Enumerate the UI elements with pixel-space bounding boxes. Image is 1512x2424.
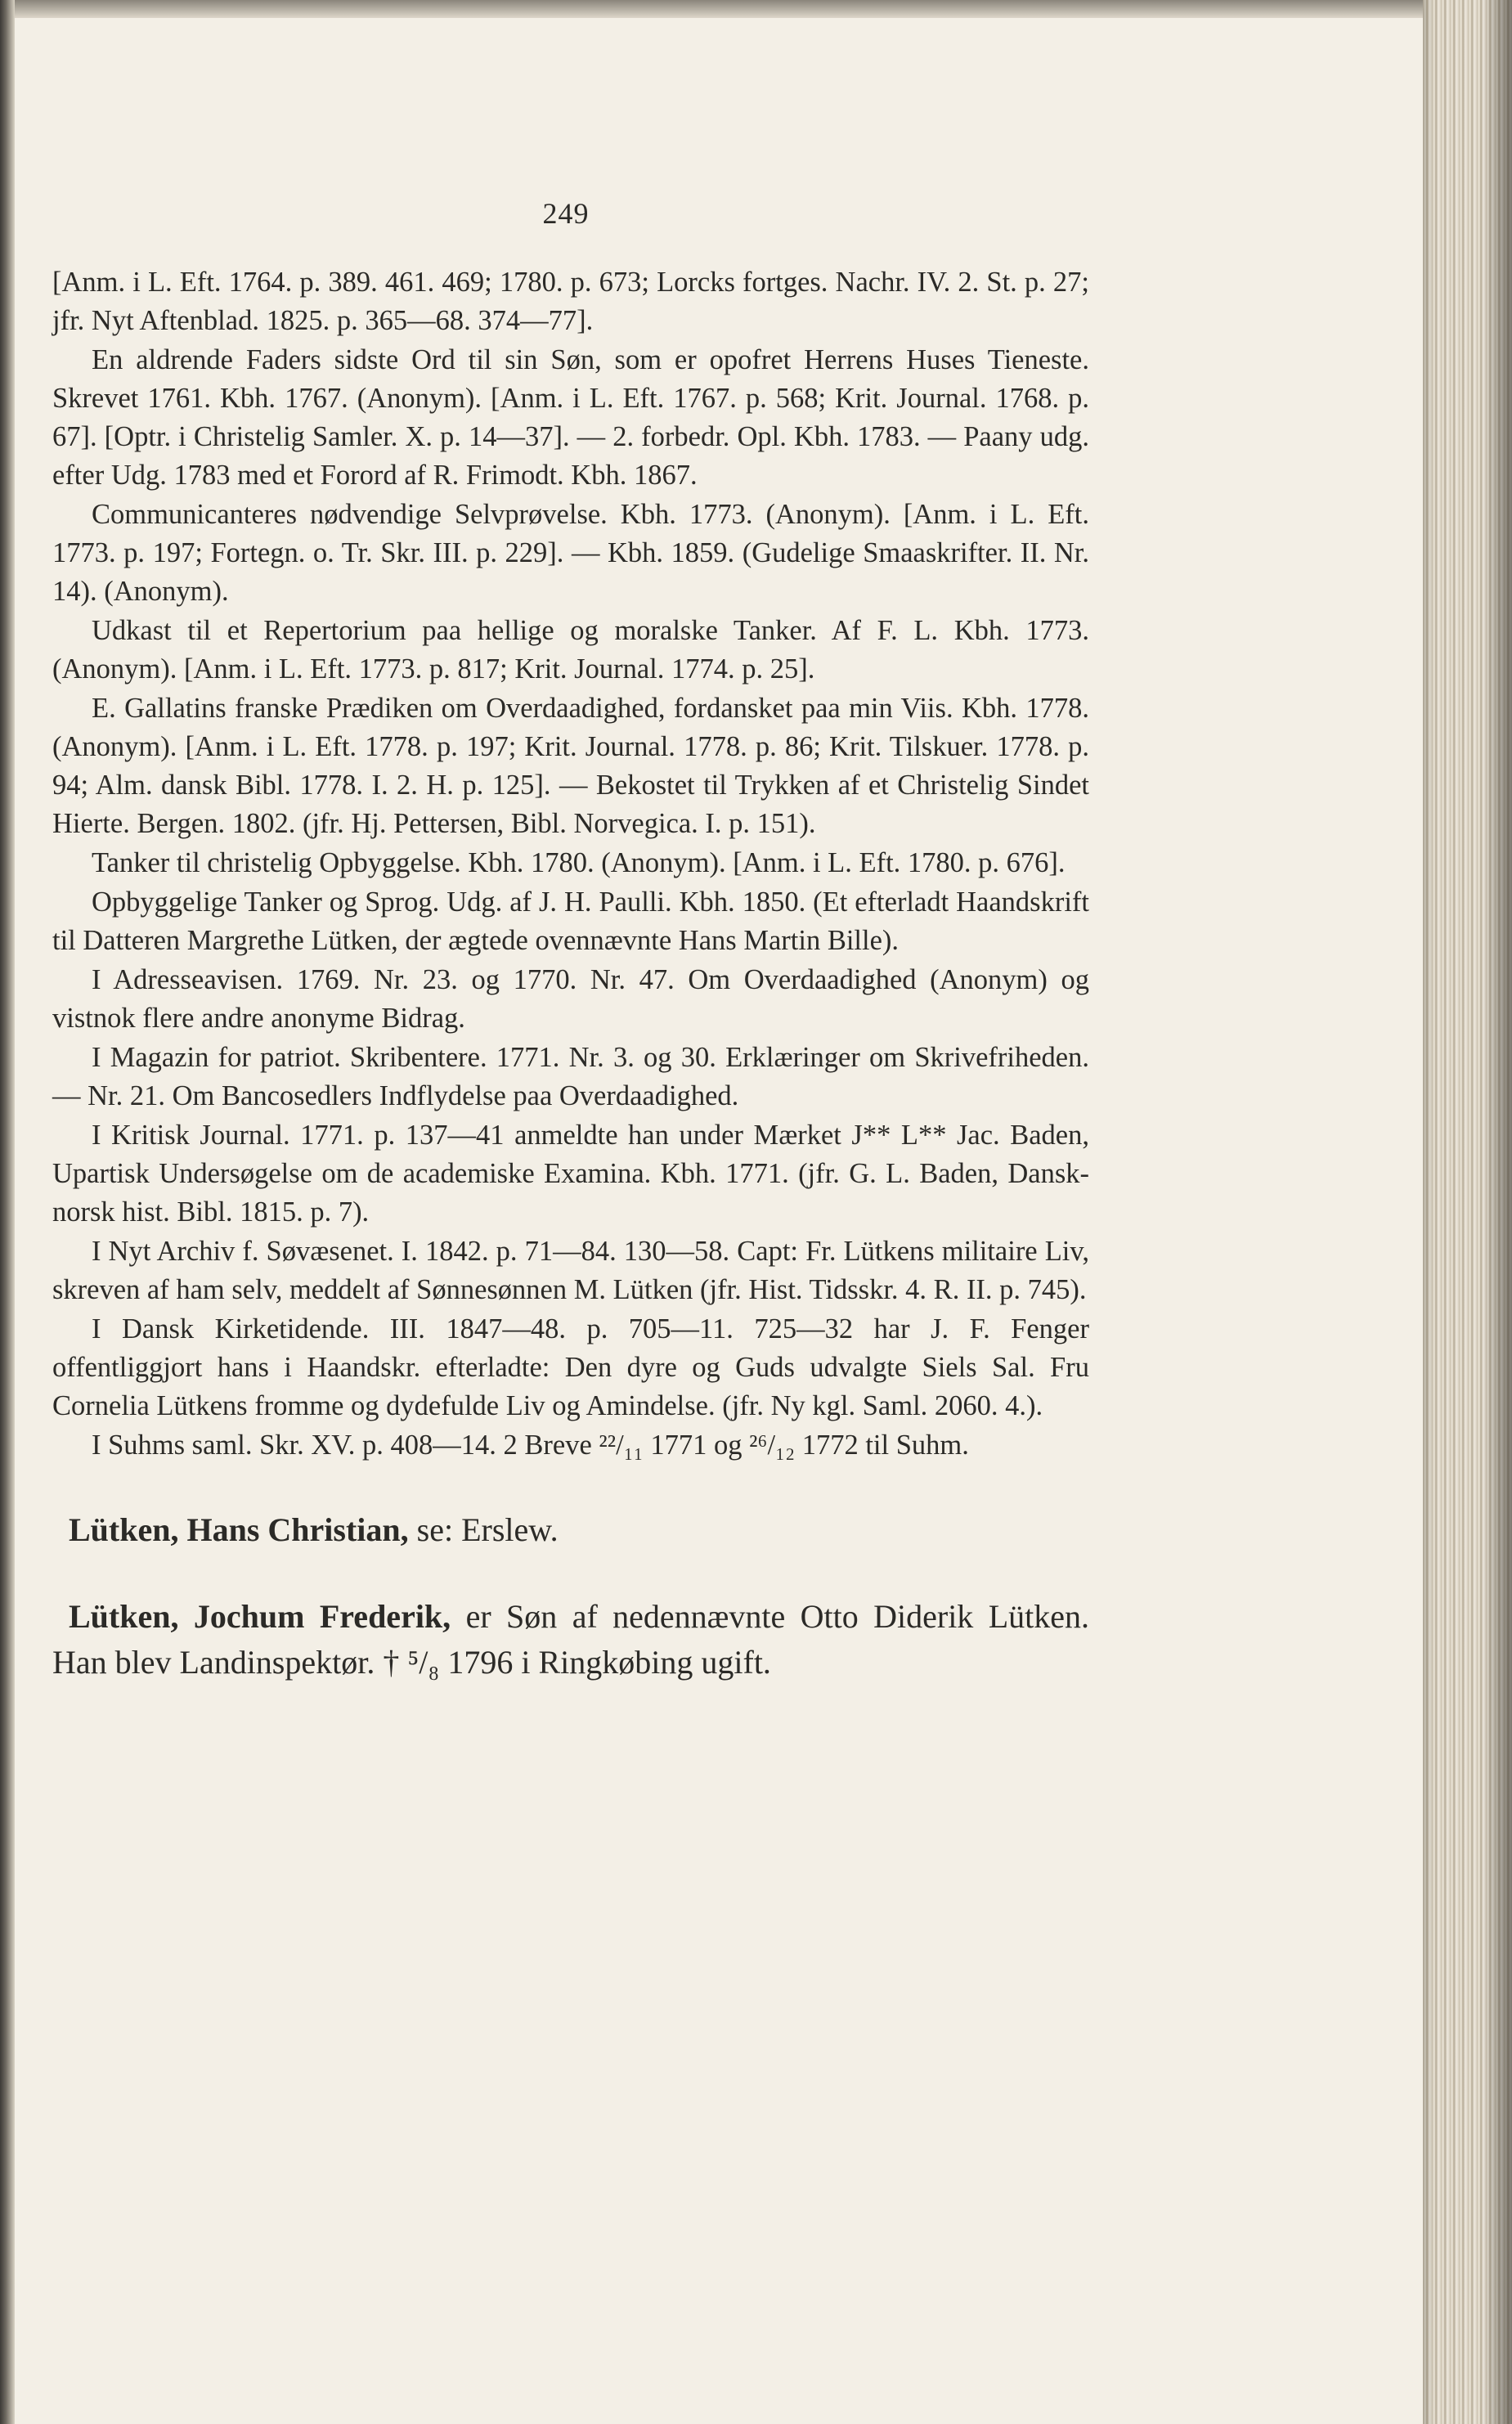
bibliography-entry: I Kritisk Journal. 1771. p. 137—41 anmeldte han under Mærket J** L** Jac. Baden, Upartisk Undersøgelse om de academiske Examina. Kbh. 1771. (jfr. G. L. Baden, Dansk-norsk hist. Bibl. 1815. p. 7).	[52, 1120, 1089, 1228]
bibliography-entry: I Nyt Archiv f. Søvæsenet. I. 1842. p. 71—84. 130—58. Capt: Fr. Lütkens militaire Liv, skreven af ham selv, meddelt af Sønnesønnen M. Lütken (jfr. Hist. Tidsskr. 4. R. II. p. 745).	[52, 1236, 1089, 1305]
person-heading	[52, 1507, 1089, 1553]
text-column	[52, 263, 1089, 1686]
bibliography-entry: Udkast til et Repertorium paa hellige og moralske Tanker. Af F. L. Kbh. 1773. (Anonym). [Anm. i L. Eft. 1773. p. 817; Krit. Journal. 1774. p. 25].	[52, 615, 1089, 685]
bibliography-entry: I Magazin for patriot. Skribentere. 1771. Nr. 3. og 30. Erklæringer om Skrivefriheden. — Nr. 21. Om Bancosedlers Indflydelse paa Overdaadighed.	[52, 1042, 1089, 1111]
bibliography-entry: En aldrende Faders sidste Ord til sin Søn, som er opofret Herrens Huses Tieneste. Skrevet 1761. Kbh. 1767. (Anonym). [Anm. i L. Eft. 1767. p. 568; Krit. Journal. 1768. p. 67]. [Optr. i Christelig Samler. X. p. 14—37]. — 2. forbedr. Opl. Kbh. 1783. — Paany udg. efter Udg. 1783 med et Forord af R. Frimodt. Kbh. 1867.	[52, 344, 1089, 491]
bibliography-entry: Tanker til christelig Opbyggelse. Kbh. 1780. (Anonym). [Anm. i L. Eft. 1780. p. 676].	[92, 847, 1066, 878]
bibliography-entry: I Adresseavisen. 1769. Nr. 23. og 1770. Nr. 47. Om Overdaadighed (Anonym) og vistnok flere andre anonyme Bidrag.	[52, 964, 1089, 1034]
bibliography-entry: E. Gallatins franske Prædiken om Overdaadighed, fordansket paa min Viis. Kbh. 1778. (Anonym). [Anm. i L. Eft. 1778. p. 197; Krit. Journal. 1778. p. 86; Krit. Tilskuer. 1778. p. 94; Alm. dansk Bibl. 1778. I. 2. H. p. 125]. — Bekostet til Trykken af et Christelig Sindet Hierte. Bergen. 1802. (jfr. Hj. Pettersen, Bibl. Norvegica. I. p. 151).	[52, 693, 1089, 839]
person-name: Lütken, Hans Christian,	[69, 1511, 409, 1548]
entry-continuation: [Anm. i L. Eft. 1764. p. 389. 461. 469; 1780. p. 673; Lorcks fortges. Nachr. IV. 2. St. p. 27; jfr. Nyt Aftenblad. 1825. p. 365—68. 374—77].	[52, 267, 1089, 336]
bibliography-entry: I Suhms saml. Skr. XV. p. 408—14. 2 Breve ²²/₁₁ 1771 og ²⁶/₁₂ 1772 til Suhm.	[92, 1430, 969, 1461]
bibliography-entry: Opbyggelige Tanker og Sprog. Udg. af J. H. Paulli. Kbh. 1850. (Et efterladt Haandskrift til Datteren Margrethe Lütken, der ægtede ovennævnte Hans Martin Bille).	[52, 887, 1089, 956]
book-binding-edge	[1423, 0, 1512, 2424]
person-heading	[52, 1594, 1089, 1686]
page-top-edge	[0, 0, 1512, 18]
person-name: Lütken, Jochum Frederik,	[69, 1598, 451, 1635]
page-number: 249	[542, 197, 590, 230]
person-text: se: Erslew.	[408, 1511, 559, 1548]
bibliography-entry: I Dansk Kirketidende. III. 1847—48. p. 705—11. 725—32 har J. F. Fenger offentliggjort hans i Haandskr. efterladte: Den dyre og Guds udvalgte Siels Sal. Fru Cornelia Lütkens fromme og dydefulde Liv og Amindelse. (jfr. Ny kgl. Saml. 2060. 4.).	[52, 1313, 1089, 1421]
page-left-edge	[0, 0, 15, 2424]
bibliography-entry: Communicanteres nødvendige Selvprøvelse. Kbh. 1773. (Anonym). [Anm. i L. Eft. 1773. p. 197; Fortegn. o. Tr. Skr. III. p. 229]. — Kbh. 1859. (Gudelige Smaaskrifter. II. Nr. 14). (Anonym).	[52, 499, 1089, 607]
person-text: er Søn af nedennævnte Otto Diderik Lütken. Han blev Landinspektør. † ⁵/₈ 1796 i Ringkøbing ugift.	[52, 1598, 1089, 1681]
